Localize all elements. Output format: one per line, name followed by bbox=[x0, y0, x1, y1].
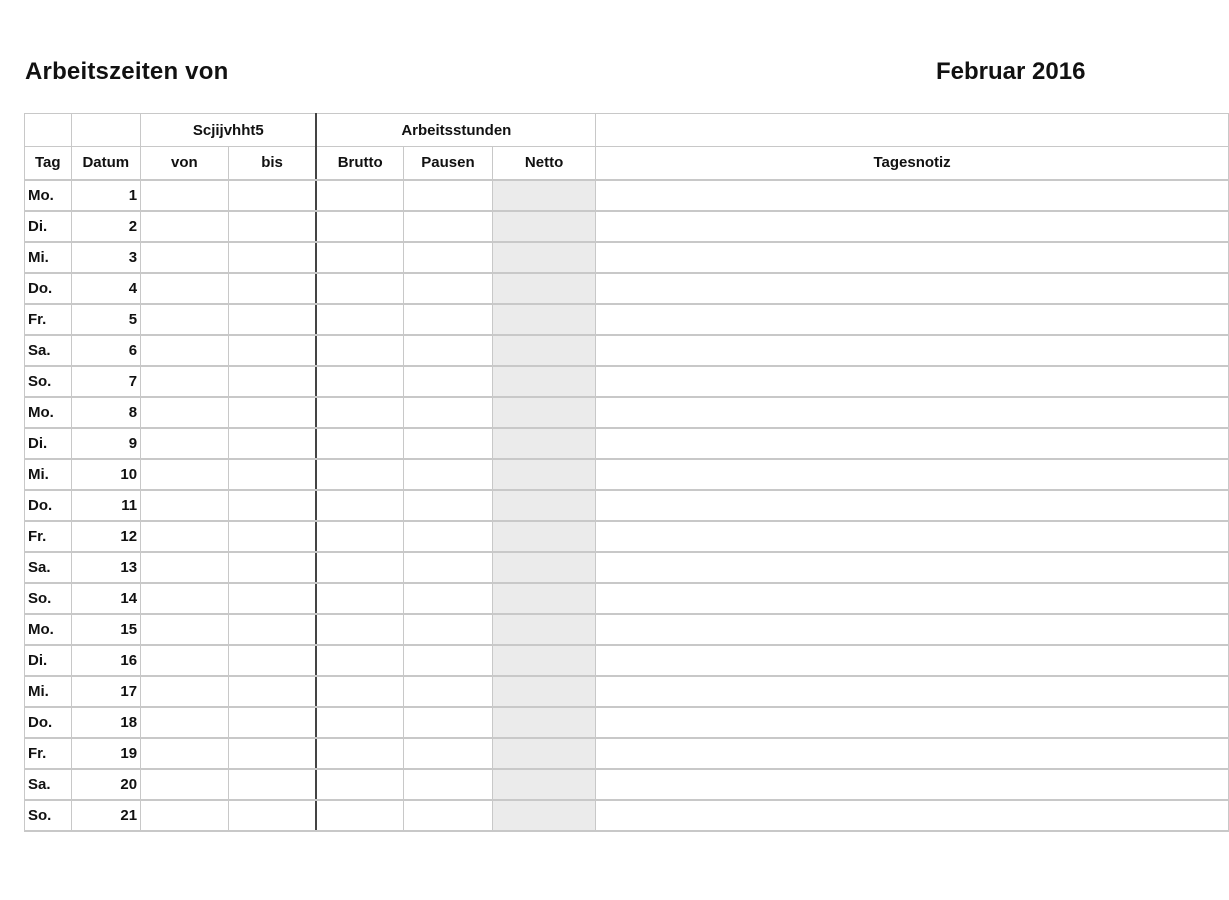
col-header-netto: Netto bbox=[492, 147, 595, 180]
pausen-cell[interactable] bbox=[403, 738, 492, 769]
notiz-cell[interactable] bbox=[596, 738, 1229, 769]
column-header-row bbox=[25, 147, 1229, 180]
von-cell[interactable] bbox=[141, 645, 229, 676]
pausen-cell[interactable] bbox=[403, 211, 492, 242]
von-cell[interactable] bbox=[141, 490, 229, 521]
col-header-notiz: Tagesnotiz bbox=[596, 147, 1229, 180]
brutto-cell[interactable] bbox=[316, 335, 403, 366]
date-cell: 20 bbox=[71, 769, 141, 800]
notiz-cell[interactable] bbox=[596, 304, 1229, 335]
table-row bbox=[25, 583, 1229, 614]
day-cell: Fr. bbox=[25, 521, 72, 552]
date-cell: 21 bbox=[71, 800, 141, 831]
date-cell: 5 bbox=[71, 304, 141, 335]
table-row bbox=[25, 366, 1229, 397]
netto-cell bbox=[492, 242, 595, 273]
notiz-cell[interactable] bbox=[596, 335, 1229, 366]
month-label: Februar 2016 bbox=[936, 58, 1086, 85]
table-row bbox=[25, 459, 1229, 490]
date-cell: 13 bbox=[71, 552, 141, 583]
date-cell: 10 bbox=[71, 459, 141, 490]
pausen-cell[interactable] bbox=[403, 521, 492, 552]
von-cell[interactable] bbox=[141, 614, 229, 645]
timesheet-table bbox=[24, 113, 1229, 832]
table-row bbox=[25, 707, 1229, 738]
notiz-cell[interactable] bbox=[596, 800, 1229, 831]
notiz-cell[interactable] bbox=[596, 707, 1229, 738]
col-header-datum: Datum bbox=[71, 147, 141, 180]
von-cell[interactable] bbox=[141, 180, 229, 211]
bis-cell[interactable] bbox=[228, 211, 316, 242]
netto-cell bbox=[492, 583, 595, 614]
von-cell[interactable] bbox=[141, 335, 229, 366]
bis-cell[interactable] bbox=[228, 459, 316, 490]
date-cell: 4 bbox=[71, 273, 141, 304]
netto-cell bbox=[492, 490, 595, 521]
bis-cell[interactable] bbox=[228, 490, 316, 521]
notiz-cell[interactable] bbox=[596, 676, 1229, 707]
von-cell[interactable] bbox=[141, 211, 229, 242]
day-cell: Mo. bbox=[25, 397, 72, 428]
pausen-cell[interactable] bbox=[403, 428, 492, 459]
date-cell: 16 bbox=[71, 645, 141, 676]
netto-cell bbox=[492, 676, 595, 707]
date-cell: 19 bbox=[71, 738, 141, 769]
bis-cell[interactable] bbox=[228, 583, 316, 614]
von-cell[interactable] bbox=[141, 521, 229, 552]
day-cell: So. bbox=[25, 366, 72, 397]
day-cell: Mi. bbox=[25, 459, 72, 490]
von-cell[interactable] bbox=[141, 583, 229, 614]
pausen-cell[interactable] bbox=[403, 645, 492, 676]
pausen-cell[interactable] bbox=[403, 707, 492, 738]
brutto-cell[interactable] bbox=[316, 490, 403, 521]
brutto-cell[interactable] bbox=[316, 397, 403, 428]
day-cell: Di. bbox=[25, 645, 72, 676]
bis-cell[interactable] bbox=[228, 614, 316, 645]
table-row bbox=[25, 211, 1229, 242]
netto-cell bbox=[492, 273, 595, 304]
notiz-cell[interactable] bbox=[596, 459, 1229, 490]
brutto-cell[interactable] bbox=[316, 180, 403, 211]
day-cell: Sa. bbox=[25, 552, 72, 583]
group-header-empty bbox=[25, 114, 72, 147]
bis-cell[interactable] bbox=[228, 738, 316, 769]
bis-cell[interactable] bbox=[228, 335, 316, 366]
bis-cell[interactable] bbox=[228, 769, 316, 800]
notiz-cell[interactable] bbox=[596, 521, 1229, 552]
day-cell: Mi. bbox=[25, 676, 72, 707]
day-cell: Mi. bbox=[25, 242, 72, 273]
von-cell[interactable] bbox=[141, 769, 229, 800]
netto-cell bbox=[492, 397, 595, 428]
bis-cell[interactable] bbox=[228, 707, 316, 738]
date-cell: 6 bbox=[71, 335, 141, 366]
bis-cell[interactable] bbox=[228, 304, 316, 335]
notiz-cell[interactable] bbox=[596, 645, 1229, 676]
netto-cell bbox=[492, 428, 595, 459]
von-cell[interactable] bbox=[141, 397, 229, 428]
table-row bbox=[25, 800, 1229, 831]
brutto-cell[interactable] bbox=[316, 707, 403, 738]
col-header-tag: Tag bbox=[25, 147, 72, 180]
group-header-time: Scjijvhht5 bbox=[141, 114, 317, 147]
bis-cell[interactable] bbox=[228, 180, 316, 211]
table-row bbox=[25, 304, 1229, 335]
day-cell: So. bbox=[25, 583, 72, 614]
table-row bbox=[25, 614, 1229, 645]
pausen-cell[interactable] bbox=[403, 676, 492, 707]
bis-cell[interactable] bbox=[228, 676, 316, 707]
pausen-cell[interactable] bbox=[403, 583, 492, 614]
brutto-cell[interactable] bbox=[316, 645, 403, 676]
brutto-cell[interactable] bbox=[316, 366, 403, 397]
date-cell: 1 bbox=[71, 180, 141, 211]
brutto-cell[interactable] bbox=[316, 242, 403, 273]
von-cell[interactable] bbox=[141, 676, 229, 707]
netto-cell bbox=[492, 645, 595, 676]
netto-cell bbox=[492, 335, 595, 366]
pausen-cell[interactable] bbox=[403, 180, 492, 211]
brutto-cell[interactable] bbox=[316, 614, 403, 645]
pausen-cell[interactable] bbox=[403, 459, 492, 490]
brutto-cell[interactable] bbox=[316, 583, 403, 614]
von-cell[interactable] bbox=[141, 459, 229, 490]
date-cell: 17 bbox=[71, 676, 141, 707]
pausen-cell[interactable] bbox=[403, 397, 492, 428]
date-cell: 7 bbox=[71, 366, 141, 397]
notiz-cell[interactable] bbox=[596, 397, 1229, 428]
netto-cell bbox=[492, 459, 595, 490]
pausen-cell[interactable] bbox=[403, 769, 492, 800]
notiz-cell[interactable] bbox=[596, 428, 1229, 459]
date-cell: 9 bbox=[71, 428, 141, 459]
table-row bbox=[25, 645, 1229, 676]
table-row bbox=[25, 738, 1229, 769]
brutto-cell[interactable] bbox=[316, 304, 403, 335]
group-header-empty bbox=[596, 114, 1229, 147]
day-cell: Do. bbox=[25, 273, 72, 304]
brutto-cell[interactable] bbox=[316, 738, 403, 769]
notiz-cell[interactable] bbox=[596, 366, 1229, 397]
col-header-brutto: Brutto bbox=[316, 147, 403, 180]
pausen-cell[interactable] bbox=[403, 242, 492, 273]
netto-cell bbox=[492, 211, 595, 242]
bis-cell[interactable] bbox=[228, 397, 316, 428]
day-cell: Sa. bbox=[25, 335, 72, 366]
notiz-cell[interactable] bbox=[596, 583, 1229, 614]
bis-cell[interactable] bbox=[228, 242, 316, 273]
bis-cell[interactable] bbox=[228, 428, 316, 459]
table-row bbox=[25, 180, 1229, 211]
brutto-cell[interactable] bbox=[316, 211, 403, 242]
date-cell: 8 bbox=[71, 397, 141, 428]
day-cell: Di. bbox=[25, 211, 72, 242]
bis-cell[interactable] bbox=[228, 273, 316, 304]
von-cell[interactable] bbox=[141, 273, 229, 304]
netto-cell bbox=[492, 614, 595, 645]
day-cell: Do. bbox=[25, 490, 72, 521]
day-cell: Di. bbox=[25, 428, 72, 459]
table-row bbox=[25, 335, 1229, 366]
notiz-cell[interactable] bbox=[596, 552, 1229, 583]
netto-cell bbox=[492, 366, 595, 397]
table-row bbox=[25, 242, 1229, 273]
day-cell: Sa. bbox=[25, 769, 72, 800]
col-header-pausen: Pausen bbox=[403, 147, 492, 180]
brutto-cell[interactable] bbox=[316, 428, 403, 459]
table-row bbox=[25, 428, 1229, 459]
pausen-cell[interactable] bbox=[403, 304, 492, 335]
table-row bbox=[25, 490, 1229, 521]
notiz-cell[interactable] bbox=[596, 273, 1229, 304]
day-cell: Mo. bbox=[25, 180, 72, 211]
pausen-cell[interactable] bbox=[403, 490, 492, 521]
day-cell: So. bbox=[25, 800, 72, 831]
notiz-cell[interactable] bbox=[596, 180, 1229, 211]
notiz-cell[interactable] bbox=[596, 242, 1229, 273]
date-cell: 15 bbox=[71, 614, 141, 645]
von-cell[interactable] bbox=[141, 707, 229, 738]
notiz-cell[interactable] bbox=[596, 614, 1229, 645]
bis-cell[interactable] bbox=[228, 552, 316, 583]
group-header-empty bbox=[71, 114, 141, 147]
netto-cell bbox=[492, 800, 595, 831]
day-cell: Do. bbox=[25, 707, 72, 738]
bis-cell[interactable] bbox=[228, 521, 316, 552]
table-body bbox=[25, 180, 1229, 831]
pausen-cell[interactable] bbox=[403, 366, 492, 397]
brutto-cell[interactable] bbox=[316, 800, 403, 831]
pausen-cell[interactable] bbox=[403, 552, 492, 583]
date-cell: 12 bbox=[71, 521, 141, 552]
von-cell[interactable] bbox=[141, 242, 229, 273]
brutto-cell[interactable] bbox=[316, 769, 403, 800]
day-cell: Fr. bbox=[25, 304, 72, 335]
date-cell: 3 bbox=[71, 242, 141, 273]
page-title: Arbeitszeiten von bbox=[25, 58, 229, 85]
table-row bbox=[25, 273, 1229, 304]
table-row bbox=[25, 552, 1229, 583]
von-cell[interactable] bbox=[141, 428, 229, 459]
netto-cell bbox=[492, 304, 595, 335]
brutto-cell[interactable] bbox=[316, 676, 403, 707]
brutto-cell[interactable] bbox=[316, 273, 403, 304]
bis-cell[interactable] bbox=[228, 366, 316, 397]
col-header-von: von bbox=[141, 147, 229, 180]
brutto-cell[interactable] bbox=[316, 552, 403, 583]
netto-cell bbox=[492, 738, 595, 769]
brutto-cell[interactable] bbox=[316, 459, 403, 490]
netto-cell bbox=[492, 521, 595, 552]
von-cell[interactable] bbox=[141, 552, 229, 583]
bis-cell[interactable] bbox=[228, 800, 316, 831]
netto-cell bbox=[492, 180, 595, 211]
von-cell[interactable] bbox=[141, 800, 229, 831]
pausen-cell[interactable] bbox=[403, 335, 492, 366]
notiz-cell[interactable] bbox=[596, 211, 1229, 242]
von-cell[interactable] bbox=[141, 366, 229, 397]
table-row bbox=[25, 769, 1229, 800]
pausen-cell[interactable] bbox=[403, 614, 492, 645]
netto-cell bbox=[492, 707, 595, 738]
brutto-cell[interactable] bbox=[316, 521, 403, 552]
netto-cell bbox=[492, 552, 595, 583]
von-cell[interactable] bbox=[141, 738, 229, 769]
date-cell: 18 bbox=[71, 707, 141, 738]
group-header-hours: Arbeitsstunden bbox=[316, 114, 595, 147]
day-cell: Fr. bbox=[25, 738, 72, 769]
col-header-bis: bis bbox=[228, 147, 316, 180]
netto-cell bbox=[492, 769, 595, 800]
group-header-row bbox=[25, 114, 1229, 147]
notiz-cell[interactable] bbox=[596, 490, 1229, 521]
bis-cell[interactable] bbox=[228, 645, 316, 676]
table-row bbox=[25, 397, 1229, 428]
table-row bbox=[25, 676, 1229, 707]
notiz-cell[interactable] bbox=[596, 769, 1229, 800]
pausen-cell[interactable] bbox=[403, 800, 492, 831]
von-cell[interactable] bbox=[141, 304, 229, 335]
table-row bbox=[25, 521, 1229, 552]
date-cell: 11 bbox=[71, 490, 141, 521]
date-cell: 14 bbox=[71, 583, 141, 614]
date-cell: 2 bbox=[71, 211, 141, 242]
pausen-cell[interactable] bbox=[403, 273, 492, 304]
day-cell: Mo. bbox=[25, 614, 72, 645]
